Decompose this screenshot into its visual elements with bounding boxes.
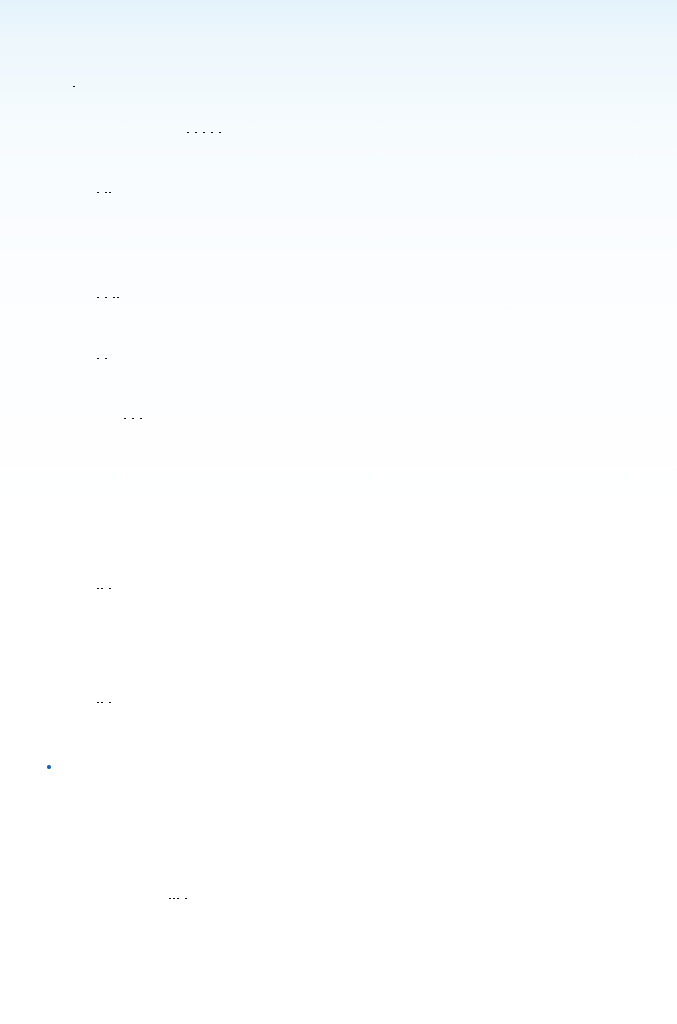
number-line-figure2 <box>0 755 677 819</box>
number-line-figure1 <box>0 478 677 544</box>
problem4-number-list <box>168 888 188 908</box>
fraction <box>187 132 189 133</box>
fraction <box>113 297 115 298</box>
solution2-a-line <box>96 287 120 307</box>
fraction <box>185 898 187 899</box>
fraction <box>105 358 107 359</box>
fraction <box>105 297 107 298</box>
fraction <box>97 192 99 193</box>
solution3-b-line <box>96 692 112 712</box>
fraction <box>169 898 171 899</box>
fraction <box>97 702 99 703</box>
fraction <box>117 297 119 298</box>
fraction <box>97 358 99 359</box>
fraction <box>211 132 213 133</box>
fraction <box>140 418 142 419</box>
problem2-fraction-list <box>186 122 222 142</box>
fraction <box>132 418 134 419</box>
fraction <box>173 898 175 899</box>
fraction <box>109 192 111 193</box>
fraction <box>219 132 221 133</box>
problem2-a-line <box>72 76 76 96</box>
problem3-b-line <box>96 578 112 598</box>
fraction <box>105 192 107 193</box>
solution2-b-line2 <box>123 408 143 428</box>
fraction <box>109 702 111 703</box>
fraction <box>101 588 103 589</box>
fraction <box>195 132 197 133</box>
fraction <box>109 588 111 589</box>
fraction <box>177 898 179 899</box>
fraction <box>73 86 75 87</box>
fraction <box>203 132 205 133</box>
fraction <box>101 702 103 703</box>
fraction <box>97 588 99 589</box>
problem2-b-line <box>96 182 112 202</box>
fraction <box>124 418 126 419</box>
solution2-b-line1 <box>96 348 108 368</box>
fraction <box>97 297 99 298</box>
